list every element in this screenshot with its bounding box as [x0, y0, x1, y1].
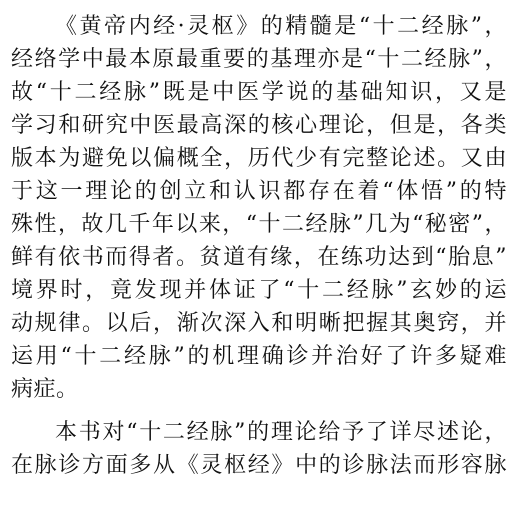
text-line: 学习和研究中医最高深的核心理论，但是，各类 [11, 113, 507, 138]
text-line: 运用“十二经脉”的机理确诊并治好了许多疑难 [11, 344, 507, 369]
body-text [11, 10, 507, 482]
paragraph-2 [11, 416, 507, 482]
text-line: 经络学中最本原最重要的基理亦是“十二经脉”， [11, 47, 507, 72]
text-line: 《黄帝内经·灵枢》的精髓是“十二经脉”， [55, 14, 507, 39]
text-line: 殊性，故几千年以来，“十二经脉”几为“秘密”， [11, 212, 507, 237]
text-line: 鲜有依书而得者。贫道有缘，在练功达到“胎息” [11, 245, 507, 270]
paragraph-gap [11, 406, 507, 416]
text-line: 境界时，竟发现并体证了“十二经脉”玄妙的运 [11, 278, 507, 303]
text-line: 故“十二经脉”既是中医学说的基础知识，又是 [11, 80, 507, 105]
text-line: 版本为避免以偏概全，历代少有完整论述。又由 [11, 146, 507, 171]
text-line: 在脉诊方面多从《灵枢经》中的诊脉法而形容脉 [11, 453, 507, 478]
paragraph-1 [11, 10, 507, 406]
text-line: 病症。 [11, 377, 79, 402]
text-line: 于这一理论的创立和认识都存在着“体悟”的特 [11, 179, 507, 204]
text-line: 动规律。以后，渐次深入和明晰把握其奥窍，并 [11, 311, 507, 336]
text-line: 本书对“十二经脉”的理论给予了详尽述论， [55, 420, 507, 445]
